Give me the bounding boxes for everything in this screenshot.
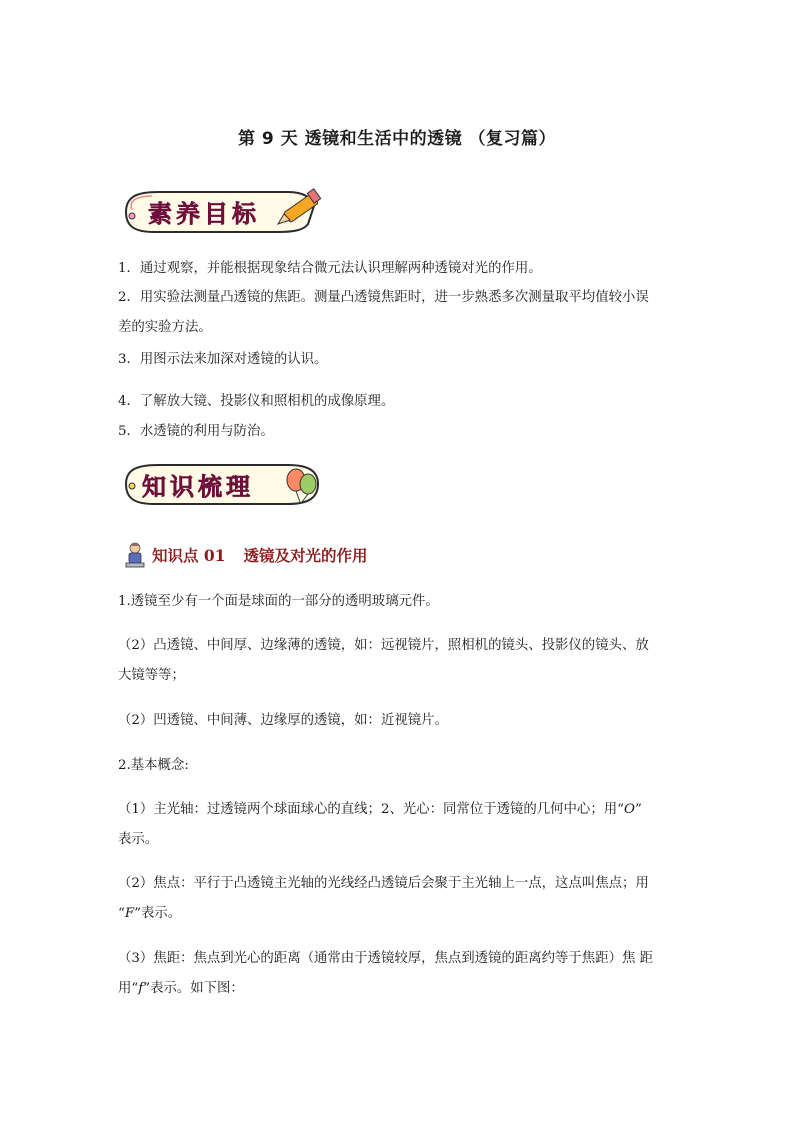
knowledge-banner <box>118 460 328 508</box>
text-run: ” <box>634 802 642 817</box>
symbol-f-upper: F <box>124 906 135 921</box>
content-paragraph: 2.基本概念: <box>118 758 189 773</box>
knowledge-point-label: 知识点 01 <box>152 546 226 565</box>
knowledge-banner-graphic <box>118 460 328 508</box>
goal-item: 5．水透镜的利用与防治。 <box>118 424 274 439</box>
content-paragraph: （2）焦点：平行于凸透镜主光轴的光线经凸透镜后会聚于主光轴上一点，这点叫焦点；用 <box>118 876 649 891</box>
goal-item: 3．用图示法来加深对透镜的认识。 <box>118 352 328 367</box>
knowledge-banner-label: 知识梳理 <box>142 473 254 501</box>
goal-item: 差的实验方法。 <box>118 320 212 335</box>
goals-banner <box>118 186 328 236</box>
teacher-icon <box>124 541 146 569</box>
goal-item: 4．了解放大镜、投影仪和照相机的成像原理。 <box>118 394 395 409</box>
content-paragraph: （3）焦距：焦点到光心的距离（通常由于透镜较厚，焦点到透镜的距离约等于焦距）焦 距 <box>118 951 654 966</box>
knowledge-point-title <box>152 544 367 566</box>
symbol-o: O <box>623 802 635 817</box>
content-paragraph <box>118 796 678 823</box>
content-paragraph: （2）凸透镜、中间厚、边缘薄的透镜，如：远视镜片，照相机的镜头、投影仪的镜头、放 <box>118 638 649 653</box>
page-title: 第 9 天 透镜和生活中的透镜 （复习篇） <box>237 129 556 149</box>
goal-item: 2．用实验法测量凸透镜的焦距。测量凸透镜焦距时，进一步熟悉多次测量取平均值较小误 <box>118 290 649 305</box>
content-paragraph: 表示。 <box>118 832 159 847</box>
content-paragraph: 1.透镜至少有一个面是球面的一部分的透明玻璃元件。 <box>118 594 439 609</box>
goals-banner-graphic <box>118 186 328 236</box>
content-paragraph: 大镜等等； <box>118 668 185 683</box>
knowledge-point-name: 透镜及对光的作用 <box>243 546 368 565</box>
content-paragraph <box>118 900 678 927</box>
text-run: 用“ <box>118 981 139 996</box>
goal-item: 1．通过观察，并能根据现象结合微元法认识理解两种透镜对光的作用。 <box>118 261 542 276</box>
knowledge-point-heading <box>124 540 367 570</box>
text-run: ”表示。如下图： <box>143 981 244 996</box>
goals-banner-label: 素养目标 <box>148 200 260 228</box>
content-paragraph <box>118 975 678 1002</box>
text-run: （1）主光轴：过透镜两个球面球心的直线；2、光心：同常位于透镜的几何中心；用“ <box>118 802 624 817</box>
text-run: ”表示。 <box>134 906 182 921</box>
text-run: “ <box>118 906 125 921</box>
content-paragraph: （2）凹透镜、中间薄、边缘厚的透镜，如：近视镜片。 <box>118 713 448 728</box>
symbol-f-lower: f <box>138 981 144 996</box>
